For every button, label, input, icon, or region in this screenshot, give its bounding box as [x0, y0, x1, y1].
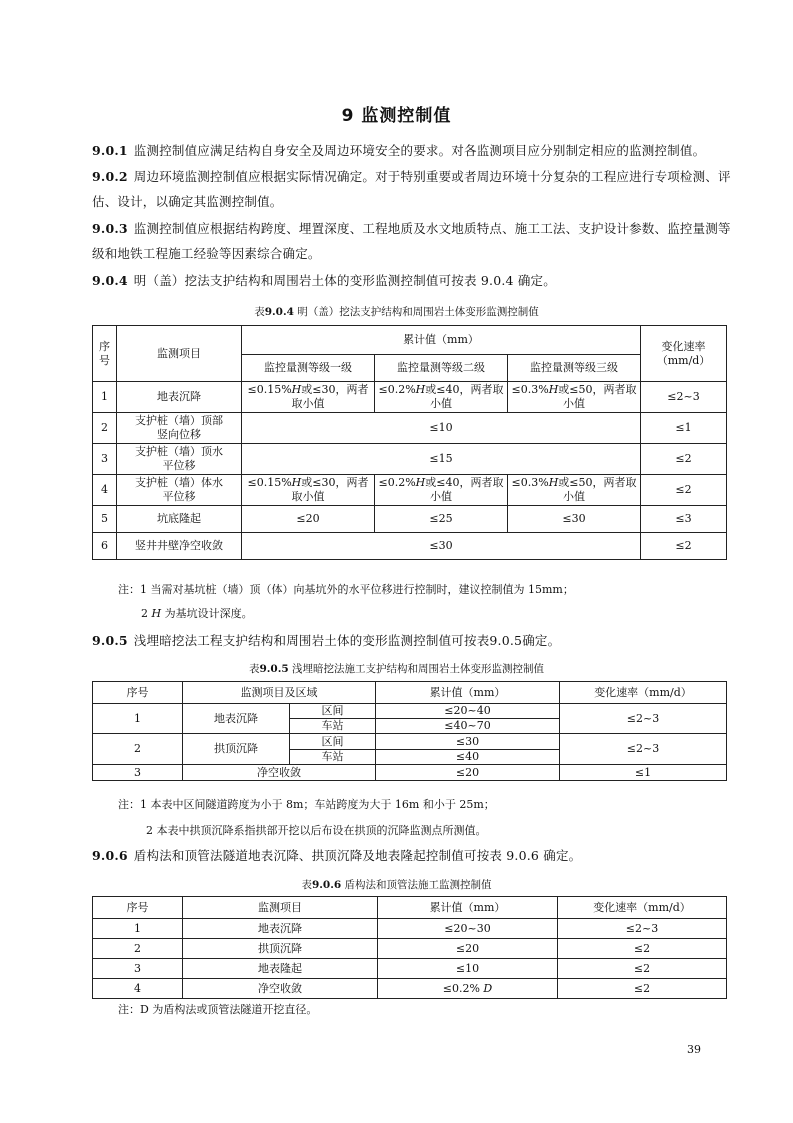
header-item: 监测项目及区域: [183, 682, 376, 704]
cell-rate: ≤1: [641, 413, 727, 444]
table-row: [93, 959, 727, 979]
caption-text: 明（盖）挖法支护结构和周围岩土体变形监测控制值: [297, 306, 539, 318]
clause-text: 监测控制值应满足结构自身安全及周边环境安全的要求。对各监测项目应分别制定相应的监测控制值。: [133, 143, 706, 158]
cell-seq: 2: [93, 734, 183, 765]
cell-region: 区间: [290, 734, 376, 750]
cell-region: 区间: [290, 704, 376, 719]
table-row: [93, 765, 727, 781]
table-row: [93, 382, 727, 413]
clause-text: 浅埋暗挖法工程支护结构和周围岩土体的变形监测控制值可按表9.0.5确定。: [133, 633, 561, 648]
cell-item: 地表沉降: [183, 704, 290, 734]
cell-rate: ≤2~3: [558, 919, 727, 939]
cell-cumulative: ≤20: [378, 939, 558, 959]
header-grade-3: 监控量测等级三级: [508, 355, 641, 382]
table-row: [93, 939, 727, 959]
cell-grade-2: ≤25: [375, 506, 508, 533]
clause-9-0-4: [92, 268, 732, 293]
cell-seq: 1: [93, 704, 183, 734]
cell-cumulative: ≤20~40: [376, 704, 560, 719]
clause-9-0-5: [92, 628, 732, 653]
cell-grade-1: ≤0.15%H或≤30，两者取小值: [242, 475, 375, 506]
clause-number: 9.0.2: [92, 169, 128, 184]
table-9-0-4: [92, 325, 727, 560]
table-9-0-5-caption: [0, 661, 793, 676]
header-item: 监测项目: [117, 326, 242, 382]
cell-grade-1: ≤0.15%H或≤30，两者取小值: [242, 382, 375, 413]
clause-number: 9.0.1: [92, 143, 128, 158]
header-rate: 变化速率（mm/d）: [641, 326, 727, 382]
note-text: 为基坑设计深度。: [164, 607, 253, 620]
cell-seq: 2: [93, 939, 183, 959]
clause-number: 9.0.4: [92, 273, 128, 288]
cell-rate: ≤3: [641, 506, 727, 533]
clause-text: 监测控制值应根据结构跨度、埋置深度、工程地质及水文地质特点、施工工法、支护设计参数、监控量测等级和地铁工程施工经验等因素综合确定。: [92, 221, 731, 261]
cell-item: 支护桩（墙）顶水平位移: [117, 444, 242, 475]
page-number: 39: [687, 1043, 701, 1056]
table-9-0-5-note-1: 注：1 本表中区间隧道跨度为小于 8m；车站跨度为大于 16m 和小于 25m；: [118, 798, 495, 811]
cell-rate: ≤2: [558, 939, 727, 959]
table-row: [93, 734, 727, 750]
table-9-0-6-caption: [0, 877, 793, 892]
cell-seq: 3: [93, 959, 183, 979]
table-row: [93, 413, 727, 444]
header-seq: 序号: [93, 897, 183, 919]
clause-number: 9.0.6: [92, 848, 128, 863]
table-9-0-4-note-1: 注：1 当需对基坑桩（墙）顶（体）向基坑外的水平位移进行控制时，建议控制值为 15mm；: [118, 583, 574, 596]
table-row: [93, 475, 727, 506]
table-row: [93, 919, 727, 939]
cell-region: 车站: [290, 719, 376, 734]
note-variable: H: [151, 607, 162, 620]
cell-item: 净空收敛: [183, 979, 378, 999]
caption-number: 9.0.4: [264, 306, 294, 318]
table-row: [93, 506, 727, 533]
cell-grade-1: ≤20: [242, 506, 375, 533]
cell-rate: ≤2~3: [560, 704, 727, 734]
cell-cumulative: ≤10: [242, 413, 641, 444]
cell-cumulative: ≤40~70: [376, 719, 560, 734]
table-9-0-5: [92, 681, 727, 781]
cell-item: 拱顶沉降: [183, 939, 378, 959]
table-row: [93, 533, 727, 560]
cell-cumulative: ≤30: [242, 533, 641, 560]
header-cumulative: 累计值（mm）: [378, 897, 558, 919]
cell-rate: ≤2: [558, 959, 727, 979]
table-9-0-6-note: 注：D 为盾构法或顶管法隧道开挖直径。: [118, 1003, 318, 1016]
note-number: 2: [141, 607, 148, 620]
header-seq: 序号: [93, 326, 117, 382]
caption-number: 9.0.6: [311, 879, 342, 891]
caption-prefix: 表: [301, 879, 312, 891]
page-title: 9 监测控制值: [341, 106, 452, 126]
cell-seq: 1: [93, 919, 183, 939]
cell-item: 支护桩（墙）顶部竖向位移: [117, 413, 242, 444]
table-9-0-6: [92, 896, 727, 999]
cell-rate: ≤2: [558, 979, 727, 999]
table-row: [93, 704, 727, 719]
clause-text: 盾构法和顶管法隧道地表沉降、拱顶沉降及地表隆起控制值可按表 9.0.6 确定。: [133, 848, 582, 863]
cell-seq: 3: [93, 765, 183, 781]
caption-text: 浅埋暗挖法施工支护结构和周围岩土体变形监测控制值: [292, 663, 545, 675]
cell-cumulative: ≤40: [376, 750, 560, 765]
table-row: [93, 979, 727, 999]
cell-item: 地表沉降: [183, 919, 378, 939]
table-9-0-4-caption: [0, 304, 793, 319]
header-grade-2: 监控量测等级二级: [375, 355, 508, 382]
cell-item: 支护桩（墙）体水平位移: [117, 475, 242, 506]
cell-item: 竖井井壁净空收敛: [117, 533, 242, 560]
cell-cumulative: ≤10: [378, 959, 558, 979]
caption-text: 盾构法和顶管法施工监测控制值: [344, 879, 492, 891]
clause-number: 9.0.5: [92, 633, 128, 648]
cell-cumulative: ≤20~30: [378, 919, 558, 939]
cell-cumulative: ≤30: [376, 734, 560, 750]
cell-seq: 3: [93, 444, 117, 475]
cell-region: 车站: [290, 750, 376, 765]
clause-text: 周边环境监测控制值应根据实际情况确定。对于特别重要或者周边环境十分复杂的工程应进行专项检测、评估、设计，以确定其监测控制值。: [92, 169, 731, 209]
cell-grade-2: ≤0.2%H或≤40，两者取小值: [375, 475, 508, 506]
cell-seq: 2: [93, 413, 117, 444]
cell-item: 拱顶沉降: [183, 734, 290, 765]
clause-9-0-3: [92, 216, 732, 266]
table-9-0-4-note-2: [141, 605, 253, 621]
cell-item: 地表隆起: [183, 959, 378, 979]
clause-9-0-2: [92, 164, 732, 214]
clause-9-0-6: [92, 843, 732, 868]
cell-rate: ≤2~3: [560, 734, 727, 765]
header-cumulative: 累计值（mm）: [242, 326, 641, 355]
table-9-0-5-note-2: 2 本表中拱顶沉降系指拱部开挖以后布设在拱顶的沉降监测点所测值。: [146, 824, 487, 837]
header-seq: 序号: [93, 682, 183, 704]
cell-cumulative: ≤0.2% D: [378, 979, 558, 999]
header-grade-1: 监控量测等级一级: [242, 355, 375, 382]
caption-number: 9.0.5: [259, 663, 289, 675]
cell-seq: 5: [93, 506, 117, 533]
cell-grade-3: ≤0.3%H或≤50，两者取小值: [508, 382, 641, 413]
cell-item: 坑底隆起: [117, 506, 242, 533]
header-item: 监测项目: [183, 897, 378, 919]
cell-rate: ≤2: [641, 475, 727, 506]
cell-seq: 1: [93, 382, 117, 413]
cell-seq: 4: [93, 475, 117, 506]
cell-rate: ≤2~3: [641, 382, 727, 413]
table-row: [93, 444, 727, 475]
cell-grade-2: ≤0.2%H或≤40，两者取小值: [375, 382, 508, 413]
cell-seq: 6: [93, 533, 117, 560]
cell-cumulative: ≤20: [376, 765, 560, 781]
header-rate: 变化速率（mm/d）: [558, 897, 727, 919]
clause-text: 明（盖）挖法支护结构和周围岩土体的变形监测控制值可按表 9.0.4 确定。: [133, 273, 556, 288]
cell-cumulative: ≤15: [242, 444, 641, 475]
cell-rate: ≤2: [641, 444, 727, 475]
header-cumulative: 累计值（mm）: [376, 682, 560, 704]
cell-item: 地表沉降: [117, 382, 242, 413]
cell-rate: ≤1: [560, 765, 727, 781]
cell-rate: ≤2: [641, 533, 727, 560]
cell-item: 净空收敛: [183, 765, 376, 781]
clause-9-0-1: [92, 138, 732, 163]
clause-number: 9.0.3: [92, 221, 128, 236]
cell-grade-3: ≤30: [508, 506, 641, 533]
cell-grade-3: ≤0.3%H或≤50，两者取小值: [508, 475, 641, 506]
header-rate: 变化速率（mm/d）: [560, 682, 727, 704]
caption-prefix: 表: [254, 306, 265, 318]
cell-seq: 4: [93, 979, 183, 999]
caption-prefix: 表: [248, 663, 260, 675]
